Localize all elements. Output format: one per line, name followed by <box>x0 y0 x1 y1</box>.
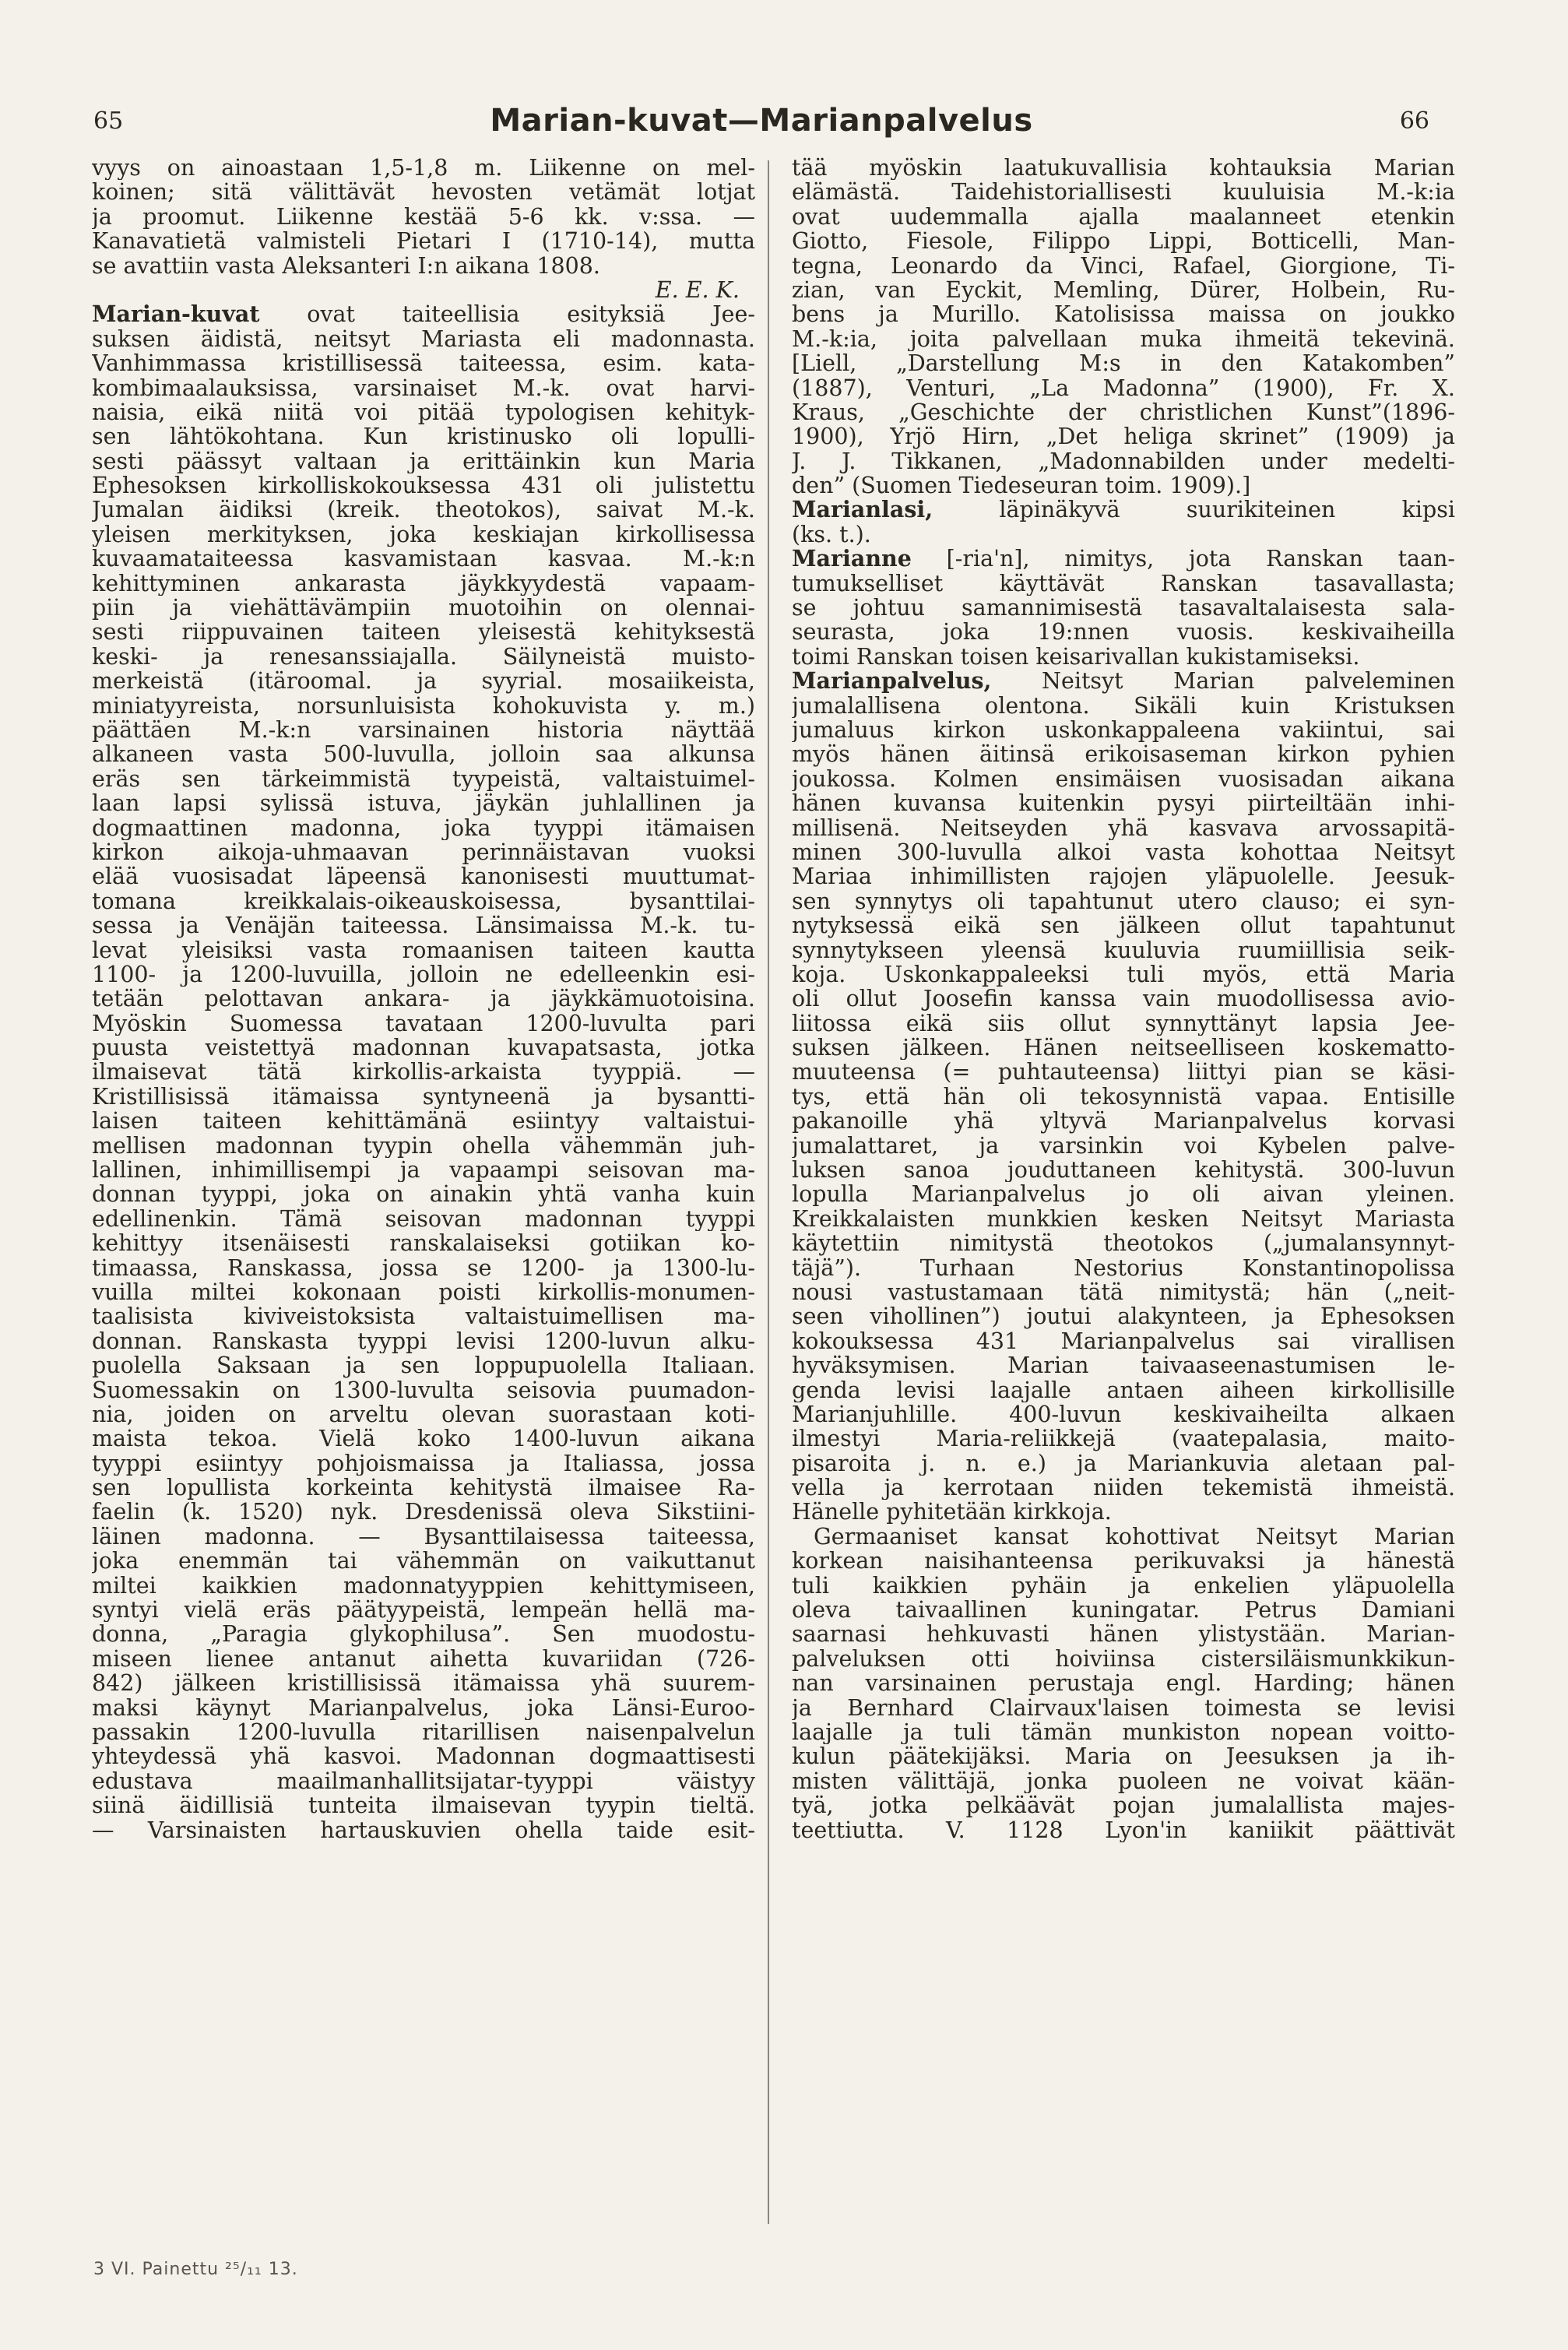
text-line: dogmaattinen madonna, joka tyyppi itämaisen <box>92 815 755 840</box>
text-line: suksen äidistä, neitsyt Mariasta eli madonnasta. <box>92 326 755 352</box>
text-line: sen lähtökohtana. Kun kristinusko oli lopulli- <box>92 424 755 449</box>
text-line: ilmestyi Maria-reliikkejä (vaatepalasia, maito- <box>792 1427 1455 1451</box>
text-line: faelin (k. 1520) nyk. Dresdenissä oleva Sikstiini- <box>92 1500 755 1525</box>
text-line: seurasta, joka 19:nnen vuosis. keskivaiheilla <box>792 620 1455 645</box>
text-line: jumalallisena olentona. Sikäli kuin Kristuksen <box>792 693 1455 718</box>
text-line: luksen sanoa jouduttaneen kehitystä. 300-luvun <box>792 1158 1455 1183</box>
text-line: tegna, Leonardo da Vinci, Rafael, Giorgione, Ti- <box>792 253 1455 278</box>
text-line: taalisista kiviveistoksista valtaistuimellisen ma- <box>92 1304 755 1329</box>
text-line: tomana kreikkalais-oikeauskoisessa, bysanttilai- <box>92 888 755 914</box>
text-line: jumaluus kirkon uskonkappaleena vakiintui, sai <box>792 717 1455 743</box>
text-line: Suomessakin on 1300-luvulta seisovia puumadon- <box>92 1377 755 1402</box>
text-line: tyyppi esiintyy pohjoismaissa ja Italiassa, jossa <box>92 1451 755 1476</box>
text-line: oleva taivaallinen kuningatar. Petrus Damiani <box>792 1598 1455 1623</box>
text-line: tys, että hän oli tekosynnistä vapaa. Entisille <box>792 1084 1455 1110</box>
text-line: Kreikkalaisten munkkien kesken Neitsyt Mariasta <box>792 1206 1455 1232</box>
text-line: yleisen merkityksen, joka keskiajan kirkollisessa <box>92 522 755 547</box>
text-line: saarnasi hehkuvasti hänen ylistystään. Marian- <box>792 1622 1455 1647</box>
text-line: myös hänen äitinsä erikoisaseman kirkon pyhien <box>792 742 1455 767</box>
text-line: miltei kaikkien madonnatyyppien kehittymiseen, <box>92 1573 755 1599</box>
right-column <box>792 156 1455 1842</box>
text-line: J. J. Tikkanen, „Madonnabilden under medelti- <box>792 449 1455 474</box>
text-line: puolella Saksaan ja sen loppupuolella Italiaan. <box>92 1353 755 1378</box>
text-line: korkean naisihanteensa perikuvaksi ja hänestä <box>792 1549 1455 1574</box>
text-line: ja proomut. Liikenne kestää 5-6 kk. v:ssa. — <box>92 204 755 230</box>
printer-signature: 3 VI. Painettu ²⁵/₁₁ 13. <box>93 2260 298 2279</box>
text-line: hyväksymisen. Marian taivaaseenastumisen le- <box>792 1353 1455 1378</box>
text-line: oli ollut Joosefin kanssa vain muodollisessa avio- <box>792 987 1455 1011</box>
text-line: donnan tyyppi, joka on ainakin yhtä vanha kuin <box>92 1182 755 1207</box>
text-line: (ks. t.). <box>792 522 871 547</box>
text-line: täjä”). Turhaan Nestorius Konstantinopolissa <box>792 1255 1455 1280</box>
text-line: Giotto, Fiesole, Filippo Lippi, Botticelli, Man- <box>792 229 1455 254</box>
text-line: kombimaalauksissa, varsinaiset M.-k. ovat harvi- <box>92 375 755 400</box>
text-line: elämästä. Taidehistoriallisesti kuuluisia M.-k:ia <box>792 180 1455 205</box>
text-line: seen vihollinen”) joutui alakynteen, ja Ephesoksen <box>792 1304 1455 1329</box>
text-line: Vanhimmassa kristillisessä taiteessa, esim. kata- <box>92 351 755 376</box>
text-line: kirkon aikoja-uhmaavan perinnäistavan vuoksi <box>92 839 755 865</box>
text-line: jumalattaret, ja varsinkin voi Kybelen palve- <box>792 1133 1455 1159</box>
text-line: miseen lienee antanut aihetta kuvariidan (726- <box>92 1646 755 1672</box>
text-line: vuilla miltei kokonaan poisti kirkollis-monumen- <box>92 1279 755 1305</box>
text-line: syntyi vielä eräs päätyypeistä, lempeän hellä ma- <box>92 1598 755 1623</box>
text-line: joka enemmän tai vähemmän on vaikuttanut <box>92 1549 755 1574</box>
text-line: vyys on ainoastaan 1,5-1,8 m. Liikenne on mel- <box>92 156 755 181</box>
text-line: passakin 1200-luvulla ritarillisen naisenpalvelun <box>92 1720 755 1745</box>
text-line: zian, van Eyckit, Memling, Dürer, Holbein, Ru- <box>792 277 1455 303</box>
text-line: millisenä. Neitseyden yhä kasvava arvossapitä- <box>792 815 1455 840</box>
text-line: miniatyyreista, norsunluisista kohokuvista y. m.) <box>92 693 755 718</box>
text-line: edellinenkin. Tämä seisovan madonnan tyyppi <box>92 1206 755 1232</box>
text-line: naisia, eikä niitä voi pitää typologisen kehityk- <box>92 399 755 425</box>
left-column <box>92 156 755 1842</box>
text-line: Jumalan äidiksi (kreik. theotokos), saivat M.-k. <box>92 498 755 522</box>
text-line: tetään pelottavan ankara- ja jäykkämuotoisina. <box>92 987 755 1011</box>
text-line: edustava maailmanhallitsijatar-tyyppi väistyy <box>92 1768 755 1794</box>
text-line: yhteydessä yhä kasvoi. Madonnan dogmaattisesti <box>92 1744 755 1769</box>
text-line: lopulla Marianpalvelus jo oli aivan yleinen. <box>792 1182 1455 1207</box>
text-line: kuvaamataiteessa kasvamistaan kasvaa. M.-k:n <box>92 547 755 572</box>
text-line: käytettiin nimitystä theotokos („jumalansynnyt- <box>792 1231 1455 1256</box>
text-line: — Varsinaisten hartauskuvien ohella taide esit- <box>92 1817 755 1842</box>
text-line: Marianne [-ria'n], nimitys, jota Ranskan taan- <box>792 547 1455 572</box>
text-line: maista tekoa. Vielä koko 1400-luvun aikana <box>92 1427 755 1451</box>
text-line: 842) jälkeen kristillisissä itämaissa yhä suurem- <box>92 1671 755 1696</box>
text-line: nousi vastustamaan tätä nimitystä; hän („neit- <box>792 1279 1455 1305</box>
text-line: tumukselliset käyttävät Ranskan tasavallasta; <box>792 571 1455 596</box>
text-line: (1887), Venturi, „La Madonna” (1900), Fr. X. <box>792 375 1455 400</box>
column-divider <box>768 160 769 2224</box>
page-number-left: 65 <box>93 107 124 135</box>
text-line: nytyksessä eikä sen jälkeen ollut tapahtunut <box>792 913 1455 938</box>
text-line: 1900), Yrjö Hirn, „Det heliga skrinet” (1909) ja <box>792 424 1455 449</box>
text-line: pisaroita j. n. e.) ja Mariankuvia aletaan pal- <box>792 1451 1455 1476</box>
text-line: Kristillisissä itämaissa syntyneenä ja bysantti- <box>92 1084 755 1110</box>
text-line: kulun päätekijäksi. Maria on Jeesuksen ja ih- <box>792 1744 1455 1769</box>
text-line: sesti riippuvainen taiteen yleisestä kehityksestä <box>92 620 755 645</box>
text-line: M.-k:ia, joita palvellaan muka ihmeitä tekevinä. <box>792 326 1455 352</box>
text-line: ilmaisevat tätä kirkollis-arkaista tyyppiä. — <box>92 1060 755 1085</box>
text-line: Marian-kuvat ovat taiteellisia esityksiä Jee- <box>92 302 755 327</box>
text-line: Mariaa inhimillisten rajojen yläpuolelle. Jeesuk- <box>792 864 1455 889</box>
text-line: sen lopullista korkeinta kehitystä ilmaisee Ra- <box>92 1476 755 1500</box>
text-line: sesti päässyt valtaan ja erittäinkin kun Maria <box>92 449 755 474</box>
text-line: Marianlasi, läpinäkyvä suurikiteinen kipsi <box>792 498 1455 522</box>
text-line: laan lapsi sylissä istuva, jäykän juhlallinen ja <box>92 791 755 816</box>
text-line: synnytykseen yleensä kuuluvia ruumiillisia seik- <box>792 938 1455 962</box>
text-line: [Liell, „Darstellung M:s in den Katakomben” <box>792 351 1455 376</box>
text-line: Hänelle pyhitetään kirkkoja. <box>792 1500 1112 1525</box>
text-line: se avattiin vasta Aleksanteri I:n aikana 1808. <box>92 253 600 278</box>
text-line: nia, joiden on arveltu olevan suorastaan koti- <box>92 1402 755 1427</box>
text-line: siinä äidillisiä tunteita ilmaisevan tyypin tieltä. <box>92 1793 755 1818</box>
text-line: Kraus, „Geschichte der christlichen Kunst”(1896- <box>792 399 1455 425</box>
text-line: kehittyminen ankarasta jäykkyydestä vapaam- <box>92 571 755 596</box>
text-line: kokouksessa 431 Marianpalvelus sai virallisen <box>792 1328 1455 1354</box>
text-line: toimi Ranskan toisen keisarivallan kukistamiseksi. <box>792 644 1360 670</box>
text-line: tää myöskin laatukuvallisia kohtauksia Marian <box>792 156 1455 181</box>
running-header <box>93 103 1429 143</box>
text-line: ovat uudemmalla ajalla maalanneet etenkin <box>792 204 1455 230</box>
text-line: levat yleisiksi vasta romaanisen taiteen kautta <box>92 938 755 962</box>
text-line: Myöskin Suomessa tavataan 1200-luvulta pari <box>92 1011 755 1036</box>
text-line: Kanavatietä valmisteli Pietari I (1710-14), mutta <box>92 229 755 254</box>
text-line: koja. Uskonkappaleeksi tuli myös, että Maria <box>792 962 1455 987</box>
text-line: vella ja kerrotaan niiden tekemistä ihmeistä. <box>792 1476 1455 1500</box>
text-line: tyä, jotka pelkäävät pojan jumalallista majes- <box>792 1793 1455 1818</box>
text-line: donna, „Paragia glykophilusa”. Sen muodostu- <box>92 1622 755 1647</box>
text-line: elää vuosisadat läpeensä kanonisesti muuttumat- <box>92 864 755 889</box>
running-title: Marian-kuvat—Marianpalvelus <box>490 103 1033 139</box>
text-line: bens ja Murillo. Katolisissa maissa on joukko <box>792 302 1455 327</box>
text-line: laisen taiteen kehittämänä esiintyy valtaistui- <box>92 1109 755 1134</box>
text-line: se johtuu samannimisestä tasavaltalaisesta sala- <box>792 596 1455 621</box>
text-line: misten välittäjä, jonka puoleen ne voivat kään- <box>792 1768 1455 1794</box>
text-line: minen 300-luvulla alkoi vasta kohottaa Neitsyt <box>792 839 1455 865</box>
text-line: genda levisi laajalle antaen aiheen kirkollisille <box>792 1377 1455 1402</box>
text-line: tuli kaikkien pyhäin ja enkelien yläpuolella <box>792 1573 1455 1599</box>
text-line: keski- ja renesanssiajalla. Säilyneistä muisto- <box>92 644 755 670</box>
text-line: teettiutta. V. 1128 Lyon'in kaniikit päättivät <box>792 1817 1455 1842</box>
text-line: joukossa. Kolmen ensimäisen vuosisadan aikana <box>792 766 1455 792</box>
text-line: Germaaniset kansat kohottivat Neitsyt Marian <box>814 1524 1455 1550</box>
text-line: Marianpalvelus, Neitsyt Marian palveleminen <box>792 669 1455 694</box>
text-line: päättäen M.-k:n varsinainen historia näyttää <box>92 717 755 743</box>
text-line: Marianjuhlille. 400-luvun keskivaiheilta alkaen <box>792 1402 1455 1427</box>
text-line: sessa ja Venäjän taiteessa. Länsimaissa M.-k. tu- <box>92 913 755 938</box>
text-line: läinen madonna. — Bysanttilaisessa taiteessa, <box>92 1524 755 1550</box>
text-line: alkaneen vasta 500-luvulla, jolloin saa alkunsa <box>92 742 755 767</box>
text-line: puusta veistettyä madonnan kuvapatsasta, jotka <box>92 1036 755 1061</box>
text-line: 1100- ja 1200-luvuilla, jolloin ne edelleenkin esi- <box>92 962 755 987</box>
text-line: ja Bernhard Clairvaux'laisen toimesta se levisi <box>792 1695 1455 1720</box>
text-line: koinen; sitä välittävät hevosten vetämät lotjat <box>92 180 755 205</box>
text-line: timaassa, Ranskassa, jossa se 1200- ja 1300-lu- <box>92 1255 755 1280</box>
page-number-right: 66 <box>1399 107 1429 135</box>
text-line: hänen kuvansa kuitenkin pysyi piirteiltään inhi- <box>792 791 1455 816</box>
text-line: suksen jälkeen. Hänen neitseelliseen koskematto- <box>792 1036 1455 1061</box>
text-line: pakanoille yhä yltyvä Marianpalvelus korvasi <box>792 1109 1455 1134</box>
text-line: palveluksen otti hoiviinsa cistersiläismunkkikun- <box>792 1646 1455 1672</box>
text-line: eräs sen tärkeimmistä tyypeistä, valtaistuimel- <box>92 766 755 792</box>
text-line: maksi käynyt Marianpalvelus, joka Länsi-Euroo- <box>92 1695 755 1720</box>
text-line: sen synnytys oli tapahtunut utero clauso; ei syn- <box>792 888 1455 914</box>
text-line: nan varsinainen perustaja engl. Harding; hänen <box>792 1671 1455 1696</box>
text-line: merkeistä (itäroomal. ja syyrial. mosaiikeista, <box>92 669 755 694</box>
text-line: E. E. K. <box>655 277 740 303</box>
text-line: mellisen madonnan tyypin ohella vähemmän juh- <box>92 1133 755 1159</box>
text-line: den” (Suomen Tiedeseuran toim. 1909).] <box>792 473 1251 498</box>
text-line: piin ja viehättävämpiin muotoihin on olennai- <box>92 596 755 621</box>
text-line: lallinen, inhimillisempi ja vapaampi seisovan ma- <box>92 1158 755 1183</box>
text-line: laajalle ja tuli tämän munkiston nopean voitto- <box>792 1720 1455 1745</box>
text-line: muuteensa (= puhtauteensa) liittyi pian se käsi- <box>792 1060 1455 1085</box>
text-line: donnan. Ranskasta tyyppi levisi 1200-luvun alku- <box>92 1328 755 1354</box>
text-line: liitossa eikä siis ollut synnyttänyt lapsia Jee- <box>792 1011 1455 1036</box>
text-line: Ephesoksen kirkolliskokouksessa 431 oli julistettu <box>92 473 755 498</box>
text-line: kehittyy itsenäisesti ranskalaiseksi gotiikan ko- <box>92 1231 755 1256</box>
